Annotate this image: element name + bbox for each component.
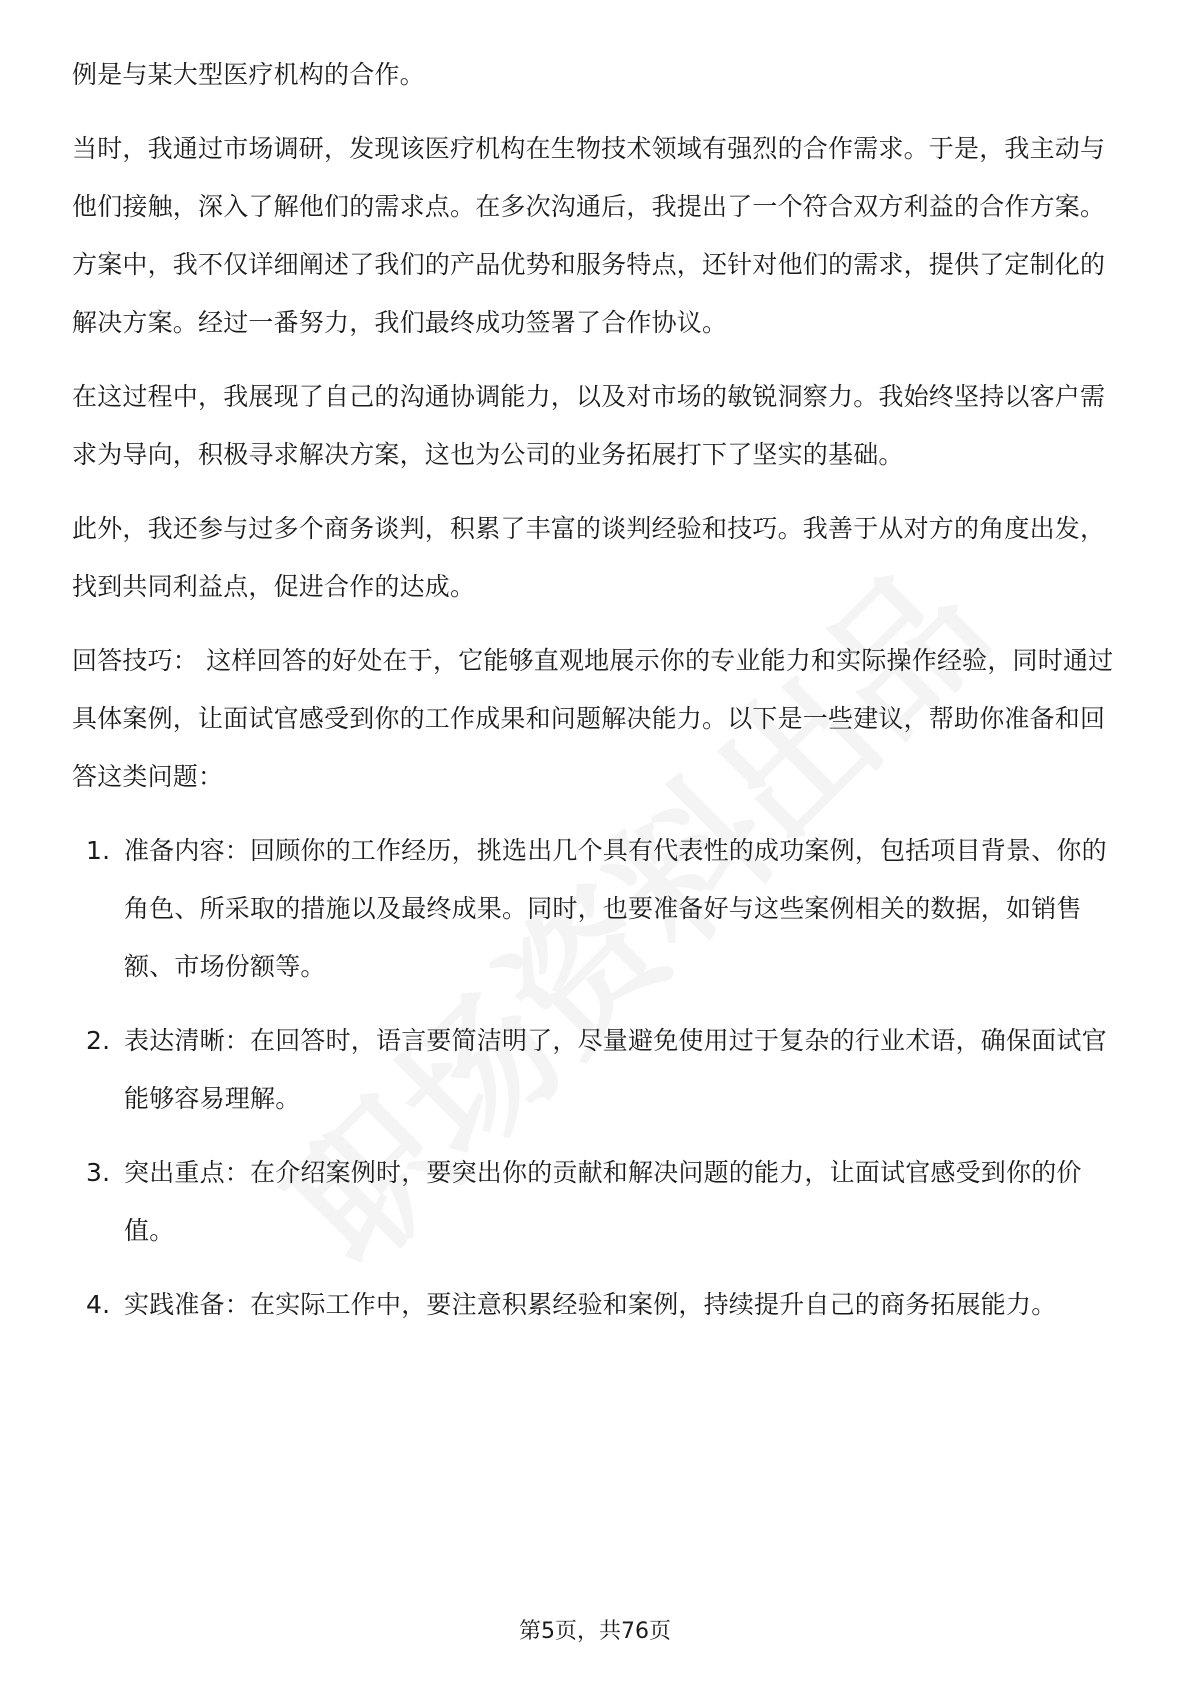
- paragraph: 当时，我通过市场调研，发现该医疗机构在生物技术领域有强烈的合作需求。于是，我主动与他们接触，深入了解他们的需求点。在多次沟通后，我提出了一个符合双方利益的合作方案。方案中，我不仅详细阐述了我们的产品优势和服务特点，还针对他们的需求，提供了定制化的解决方案。经过一番努力，我们最终成功签署了合作协议。: [72, 134, 1106, 337]
- list-item: [72, 1012, 1118, 1128]
- list-number: 3.: [86, 1158, 111, 1187]
- list-item-text: 实践准备：在实际工作中，要注意积累经验和案例，持续提升自己的商务拓展能力。: [124, 1290, 1057, 1319]
- list-item-text: 表达清晰：在回答时，语言要简洁明了，尽量避免使用过于复杂的行业术语，确保面试官能够容易理解。: [124, 1026, 1107, 1113]
- list-number: 1.: [86, 836, 111, 865]
- paragraph: 在这过程中，我展现了自己的沟通协调能力，以及对市场的敏锐洞察力。我始终坚持以客户需求为导向，积极寻求解决方案，这也为公司的业务拓展打下了坚实的基础。: [72, 382, 1106, 469]
- paragraph: 例是与某大型医疗机构的合作。: [72, 60, 425, 89]
- list-item-text: 突出重点：在介绍案例时，要突出你的贡献和解决问题的能力，让面试官感受到你的价值。: [124, 1158, 1082, 1245]
- page-number-label: 第5页，共76页: [519, 1619, 671, 1644]
- page-footer: [0, 1614, 1190, 1645]
- list-item: [72, 1144, 1118, 1260]
- tips-list: [72, 822, 1118, 1334]
- list-number: 2.: [86, 1026, 111, 1055]
- list-number: 4.: [86, 1290, 111, 1319]
- list-item-text: 准备内容：回顾你的工作经历，挑选出几个具有代表性的成功案例，包括项目背景、你的角色、所采取的措施以及最终成果。同时，也要准备好与这些案例相关的数据，如销售额、市场份额等。: [124, 836, 1107, 981]
- paragraph: 此外，我还参与过多个商务谈判，积累了丰富的谈判经验和技巧。我善于从对方的角度出发，找到共同利益点，促进合作的达成。: [72, 514, 1106, 601]
- document-body: [72, 46, 1118, 1350]
- list-item: [72, 1276, 1118, 1334]
- paragraph: 回答技巧： 这样回答的好处在于，它能够直观地展示你的专业能力和实际操作经验，同时通过具体案例，让面试官感受到你的工作成果和问题解决能力。以下是一些建议，帮助你准备和回答这类问题：: [72, 646, 1114, 791]
- list-item: [72, 822, 1118, 996]
